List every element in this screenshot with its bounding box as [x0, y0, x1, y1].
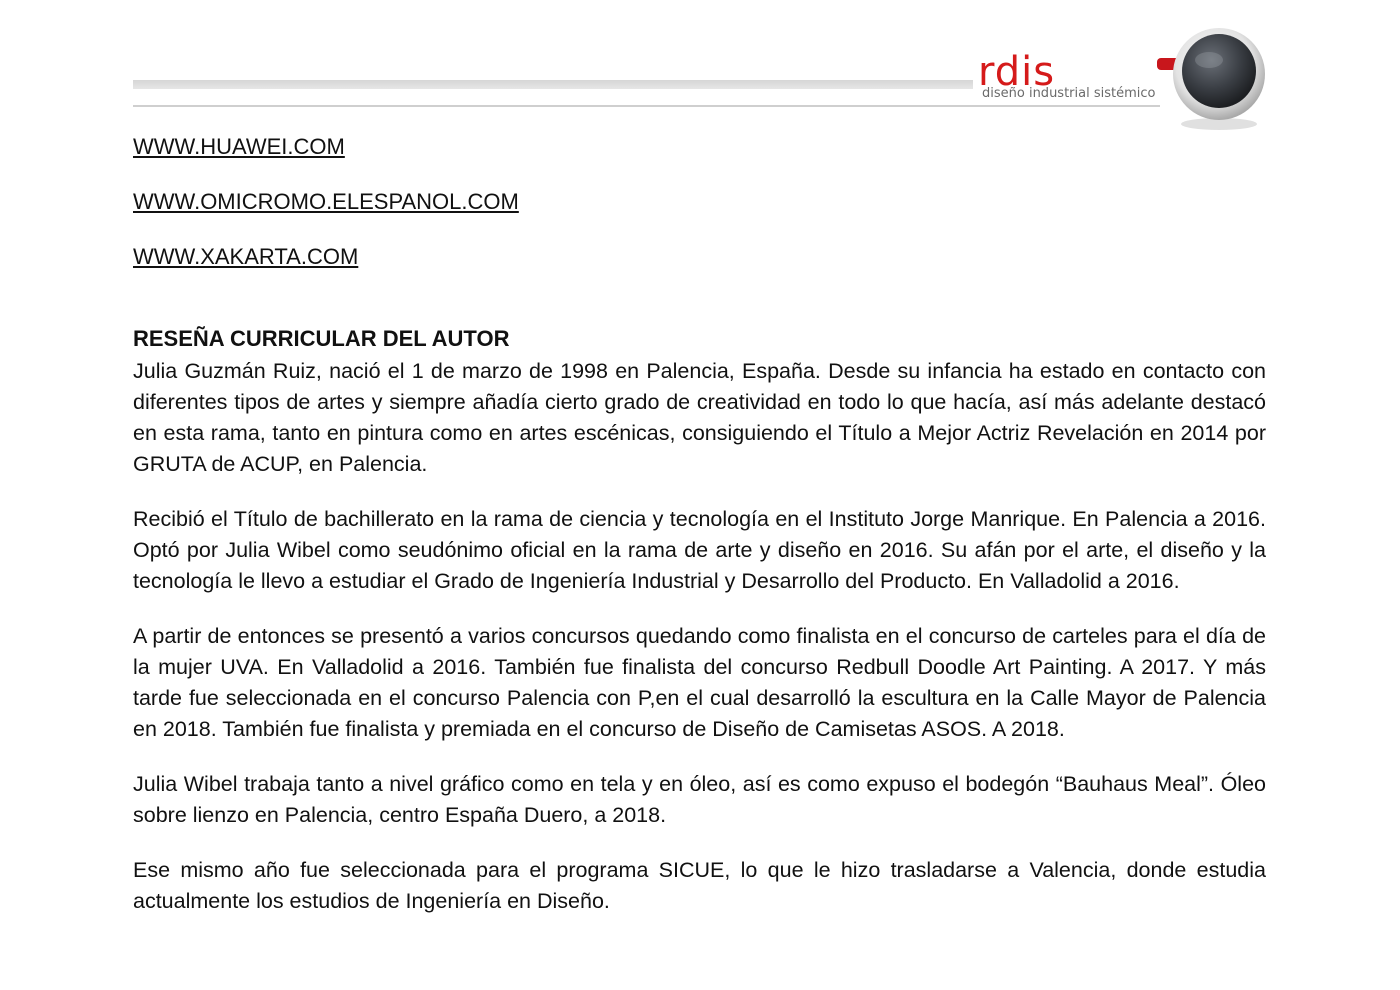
- logo-tagline: diseño industrial sistémico: [982, 86, 1156, 101]
- link-omicromo[interactable]: WWW.OMICROMO.ELESPANOL.COM: [133, 189, 519, 214]
- logo-wordmark: rdis: [978, 49, 1056, 95]
- paragraph: Ese mismo año fue seleccionada para el programa SICUE, lo que le hizo trasladarse a Valencia, donde estudia actualmente los estudios de Ingeniería en Diseño.: [133, 858, 1266, 913]
- header-rule: [133, 105, 1160, 107]
- paragraph: Recibió el Título de bachillerato en la rama de ciencia y tecnología en el Instituto Jorge Manrique. En Palencia a 2016. Optó por Julia Wibel como seudónimo oficial en la rama de arte y diseño en 2016. Su afán por el arte, el diseño y la tecnología le llevo a estudiar el Grado de Ingeniería Industrial y Desarrollo del Producto. En Valladolid a 2016.: [133, 507, 1266, 593]
- author-bio: [133, 326, 1266, 941]
- section-heading: RESEÑA CURRICULAR DEL AUTOR: [133, 326, 510, 351]
- coffee-cup-icon: [1155, 24, 1270, 134]
- paragraph: Julia Wibel trabaja tanto a nivel gráfico como en tela y en óleo, así es como expuso el bodegón “Bauhaus Meal”. Óleo sobre lienzo en Palencia, centro España Duero, a 2018.: [133, 772, 1266, 827]
- link-huawei[interactable]: WWW.HUAWEI.COM: [133, 134, 345, 159]
- paragraph: A partir de entonces se presentó a varios concursos quedando como finalista en el concurso de carteles para el día de la mujer UVA. En Valladolid a 2016. También fue finalista del concurso Redbull Doodle Art Painting. A 2017. Y más tarde fue seleccionada en el concurso Palencia con P,en el cual desarrolló la escultura en la Calle Mayor de Palencia en 2018. También fue finalista y premiada en el concurso de Diseño de Camisetas ASOS. A 2018.: [133, 624, 1266, 741]
- link-list: [133, 134, 519, 299]
- header-bar: [133, 80, 973, 89]
- link-xakarta[interactable]: WWW.XAKARTA.COM: [133, 244, 359, 269]
- paragraph: Julia Guzmán Ruiz, nació el 1 de marzo de 1998 en Palencia, España. Desde su infancia ha estado en contacto con diferentes tipos de artes y siempre añadía cierto grado de creatividad en todo lo que hacía, así más adelante destacó en esta rama, tanto en pintura como en artes escénicas, consiguiendo el Título a Mejor Actriz Revelación en 2014 por GRUTA de ACUP, en Palencia.: [133, 359, 1266, 476]
